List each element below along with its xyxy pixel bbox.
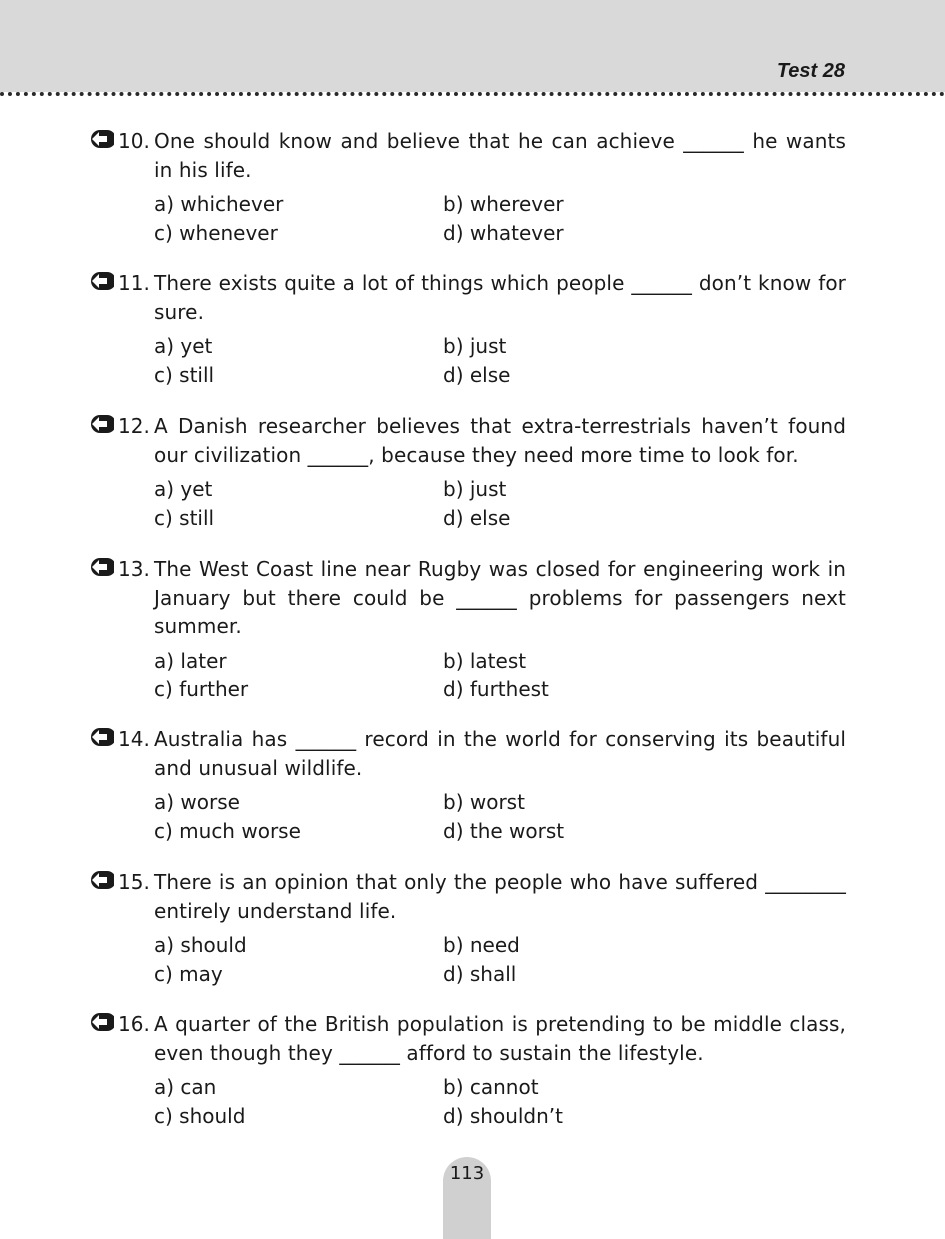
arrow-bullet-icon	[90, 128, 114, 150]
answer-option: c) may	[154, 961, 223, 986]
answer-option: b) just	[443, 477, 507, 501]
answer-option: c) much worse	[154, 818, 301, 843]
answer-option: c) still	[154, 362, 215, 387]
header-divider	[0, 92, 945, 96]
arrow-bullet-icon	[90, 1011, 114, 1033]
answer-option: b) latest	[443, 648, 527, 673]
answer-option: b) cannot	[443, 1075, 539, 1099]
question-text: The West Coast line near Rugby was closed for engineering work in January but there could be ______ problems for passengers next summer.	[154, 557, 846, 638]
question-item	[90, 725, 846, 845]
answer-option: d) else	[443, 362, 511, 387]
question-text: There is an opinion that only the people who have suffered ________ entirely understand life.	[154, 870, 846, 923]
answer-option: a) yet	[154, 477, 213, 501]
question-item	[90, 269, 846, 389]
question-number: 12.	[118, 414, 150, 438]
answer-option: a) later	[154, 648, 227, 673]
answer-option: a) can	[154, 1075, 217, 1099]
question-text: Australia has ______ record in the world for conserving its beautiful and unusual wildlife.	[154, 727, 846, 780]
answer-option: d) shall	[443, 961, 517, 986]
answer-option: b) worst	[443, 790, 525, 814]
arrow-bullet-icon	[90, 270, 114, 292]
answer-option: d) furthest	[443, 677, 549, 701]
question-item	[90, 868, 846, 988]
question-text: A quarter of the British population is pretending to be middle class, even though they ______ afford to sustain the lifestyle.	[154, 1012, 846, 1065]
answer-options	[154, 475, 846, 532]
question-number: 14.	[118, 727, 150, 751]
question-number: 16.	[118, 1012, 150, 1036]
page-number: 113	[449, 1163, 485, 1184]
answer-option: b) just	[443, 334, 507, 358]
answer-option: c) should	[154, 1103, 246, 1128]
answer-options	[154, 647, 846, 704]
arrow-bullet-icon	[90, 869, 114, 891]
answer-options	[154, 332, 846, 389]
answer-options	[154, 931, 846, 988]
answer-options	[154, 1073, 846, 1130]
question-text: There exists quite a lot of things which people ______ don’t know for sure.	[154, 271, 846, 324]
answer-option: b) wherever	[443, 192, 564, 216]
answer-options	[154, 190, 846, 247]
question-number: 15.	[118, 870, 150, 894]
arrow-bullet-icon	[90, 726, 114, 748]
answer-option: d) else	[443, 505, 511, 530]
test-label: Test 28	[776, 60, 845, 82]
answer-option: c) further	[154, 677, 249, 701]
answer-option: a) whichever	[154, 192, 284, 216]
question-text: A Danish researcher believes that extra-terrestrials haven’t found our civilization ______, because they need more time to look for.	[154, 414, 846, 467]
question-number: 10.	[118, 129, 150, 153]
arrow-bullet-icon	[90, 556, 114, 578]
question-item	[90, 412, 846, 532]
question-number: 11.	[118, 271, 150, 295]
answer-option: a) yet	[154, 334, 213, 358]
arrow-bullet-icon	[90, 413, 114, 435]
answer-option: c) whenever	[154, 220, 278, 245]
answer-option: d) shouldn’t	[443, 1103, 563, 1128]
answer-option: d) whatever	[443, 220, 564, 245]
answer-option: d) the worst	[443, 818, 565, 843]
question-number: 13.	[118, 557, 150, 581]
question-item	[90, 127, 846, 247]
answer-options	[154, 788, 846, 845]
answer-option: c) still	[154, 505, 215, 530]
question-item	[90, 1010, 846, 1130]
question-item	[90, 555, 846, 704]
answer-option: a) should	[154, 933, 247, 957]
answer-option: a) worse	[154, 790, 240, 814]
answer-option: b) need	[443, 933, 520, 957]
question-text: One should know and believe that he can achieve ______ he wants in his life.	[154, 129, 846, 182]
